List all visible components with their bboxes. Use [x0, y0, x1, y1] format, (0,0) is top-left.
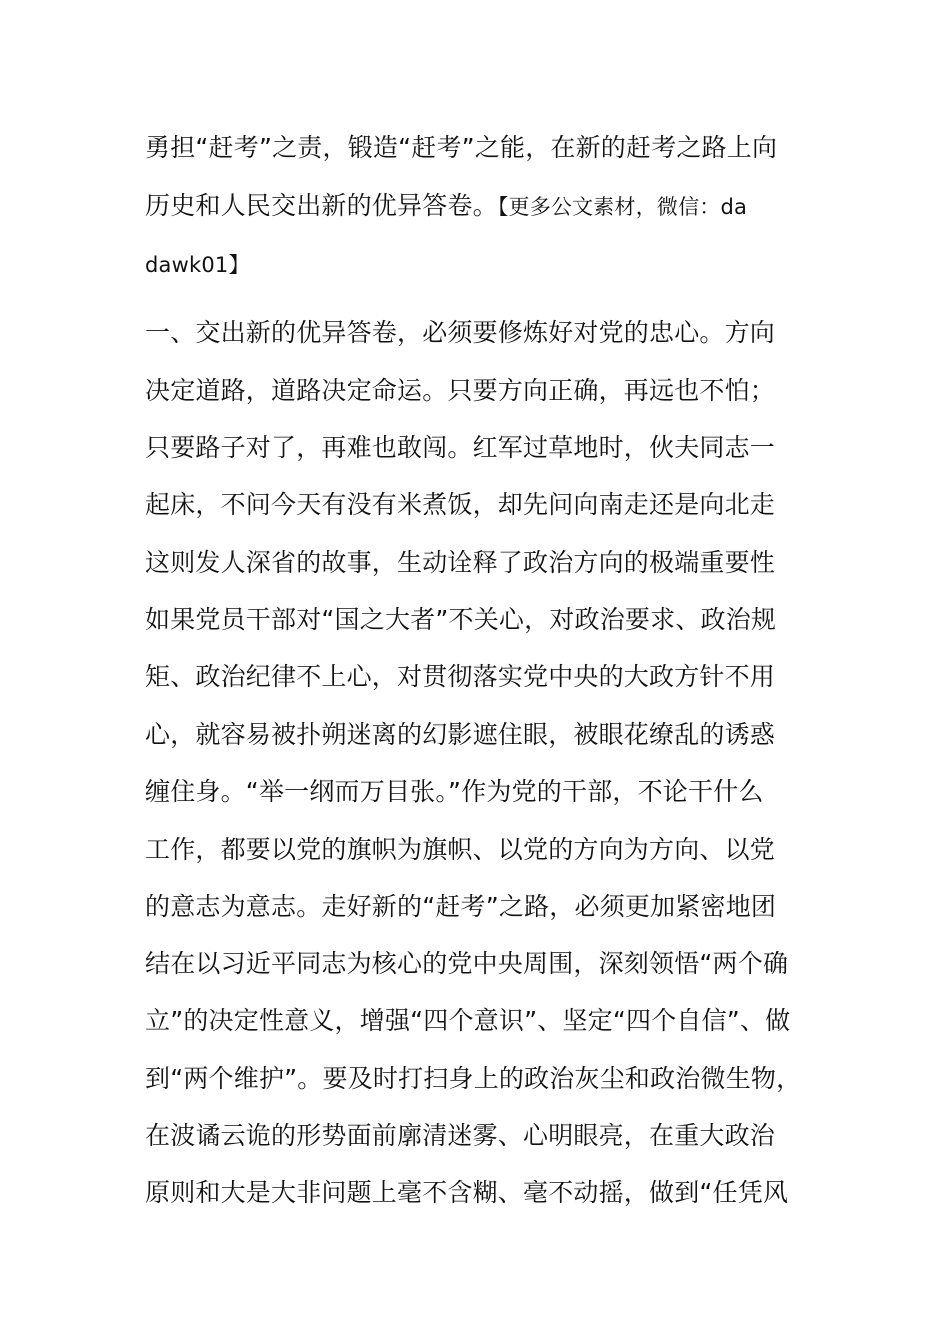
- intro-note: 【更多公文素材，微信：da: [497, 195, 748, 219]
- section-line-13: 立”的决定性意义，增强“四个意识”、坚定“四个自信”、做: [145, 1006, 791, 1035]
- section-line-6: 如果党员干部对“国之大者”不关心，对政治要求、政治规: [145, 605, 777, 634]
- section-line-14: 到“两个维护”。要及时打扫身上的政治灰尘和政治微生物，: [145, 1064, 802, 1093]
- section-line-1: 一、交出新的优异答卷，必须要修炼好对党的忠心。方向: [145, 318, 776, 347]
- intro-line-1: 勇担“赶考”之责，锻造“赶考”之能，在新的赶考之路上向: [145, 133, 778, 162]
- section-line-11: 的意志为意志。走好新的“赶考”之路，必须更加紧密地团: [145, 892, 777, 921]
- section-line-9: 缠住身。“举一纲而万目张。”作为党的干部，不论干什么: [145, 777, 764, 806]
- section-line-15: 在波谲云诡的形势面前廓清迷雾、心明眼亮，在重大政治: [145, 1121, 776, 1150]
- section-line-2: 决定道路，道路决定命运。只要方向正确，再远也不怕；: [145, 376, 776, 405]
- intro-line-2-text: 历史和人民交出新的优异答卷。: [145, 191, 498, 220]
- section-line-3: 只要路子对了，再难也敢闯。红军过草地时，伙夫同志一: [145, 433, 776, 462]
- section-line-16: 原则和大是大非问题上毫不含糊、毫不动摇，做到“任凭风: [145, 1178, 789, 1207]
- section-line-8: 心，就容易被扑朔迷离的幻影遮住眼，被眼花缭乱的诱惑: [145, 720, 776, 749]
- section-line-7: 矩、政治纪律不上心，对贯彻落实党中央的大政方针不用: [145, 662, 776, 691]
- section-line-12: 结在以习近平同志为核心的党中央周围，深刻领悟“两个确: [145, 949, 789, 978]
- section-line-10: 工作，都要以党的旗帜为旗帜、以党的方向为方向、以党: [145, 835, 776, 864]
- intro-note-line-3: dawk01】: [145, 253, 250, 277]
- section-line-5: 这则发人深省的故事，生动诠释了政治方向的极端重要性: [145, 548, 776, 577]
- intro-line-2: [145, 189, 747, 223]
- section-line-4: 起床，不问今天有没有米煮饭，却先问向南走还是向北走: [145, 490, 776, 519]
